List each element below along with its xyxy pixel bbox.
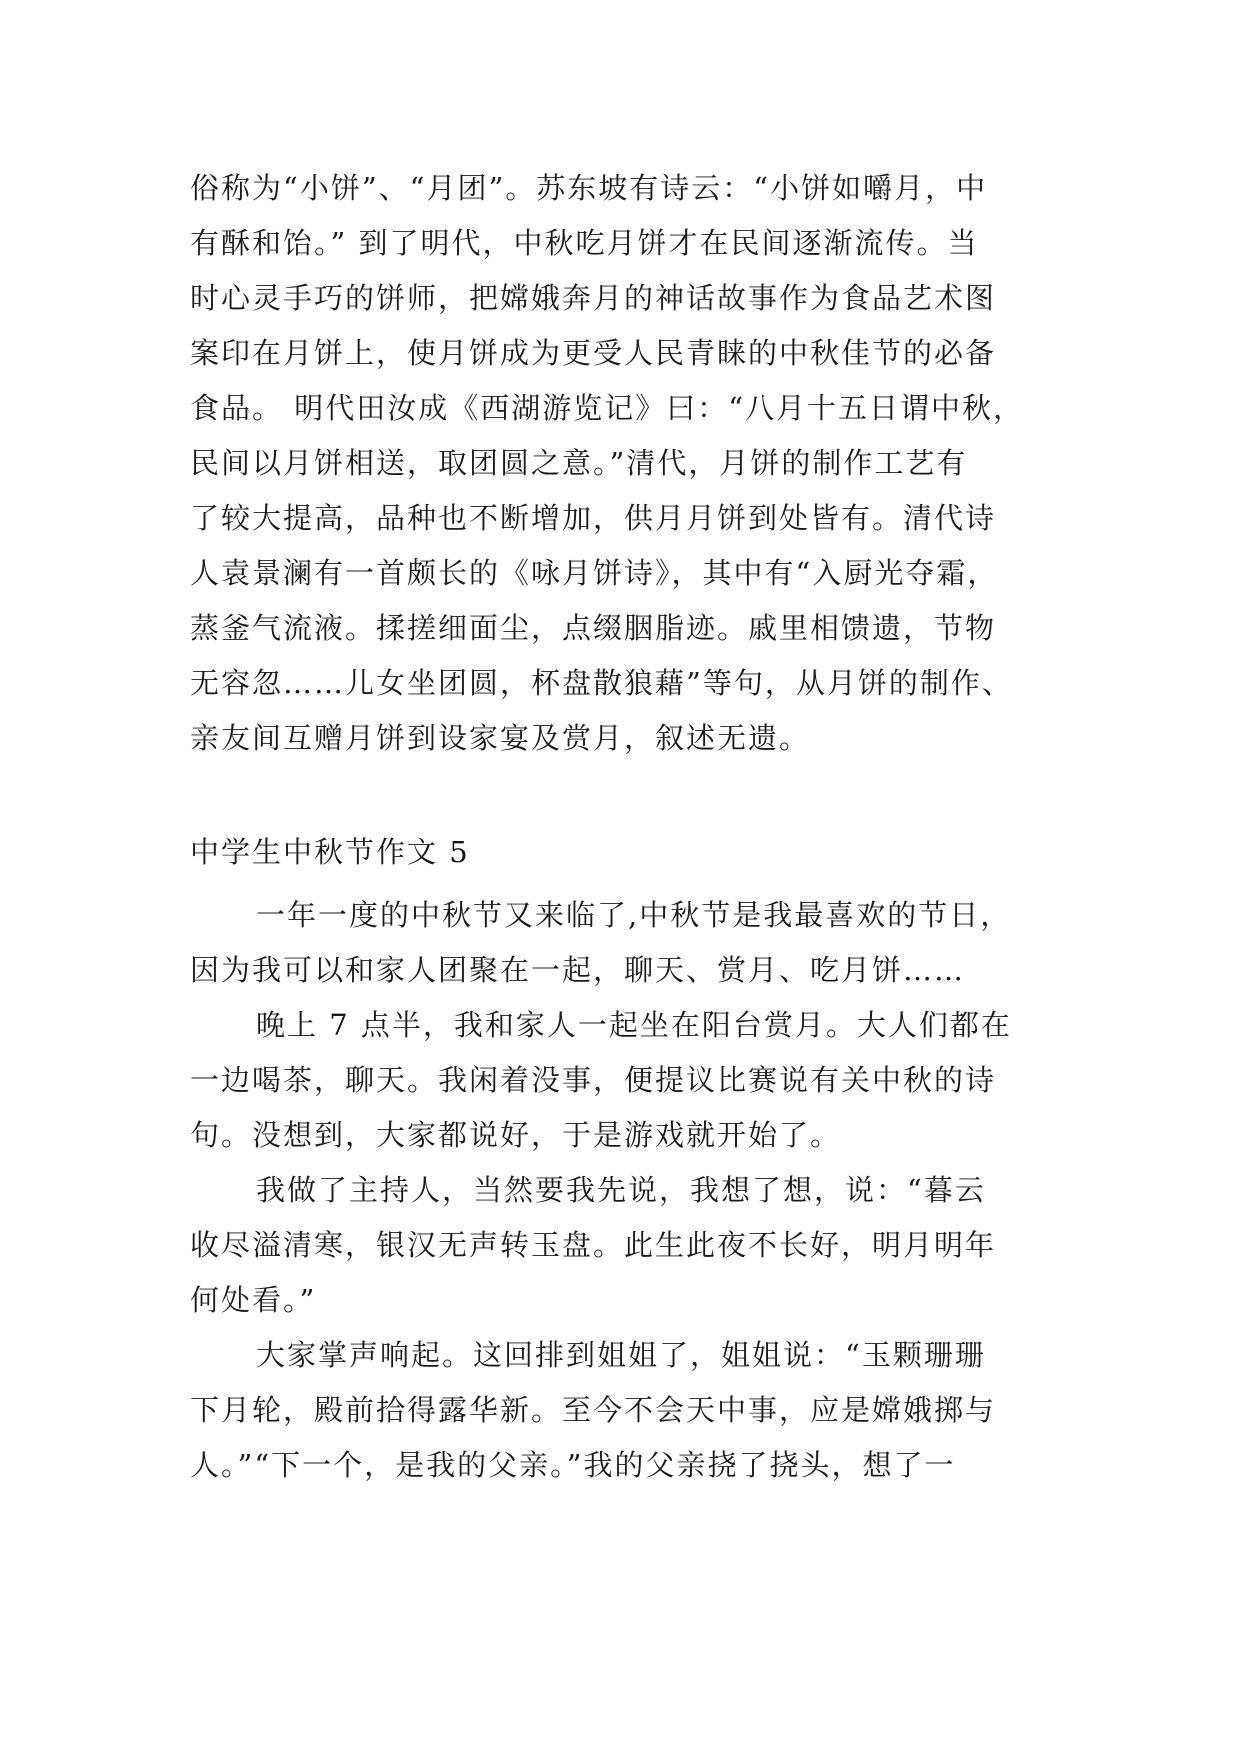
text-line: 时心灵手巧的饼师，把嫦娥奔月的神话故事作为食品艺术图	[190, 281, 997, 315]
text-line: 何处看。”	[190, 1283, 317, 1317]
text-line: 有酥和饴。” 到了明代，中秋吃月饼才在民间逐渐流传。当	[190, 226, 979, 260]
text-line: 民间以月饼相送，取团圆之意。”清代，月饼的制作工艺有	[190, 446, 968, 480]
text-line: 人。”“下一个，是我的父亲。”我的父亲挠了挠头，想了一	[190, 1448, 956, 1482]
text-line: 俗称为“小饼”、“月团”。苏东坡有诗云：“小饼如嚼月，中	[190, 171, 988, 205]
text-line: 下月轮，殿前拾得露华新。至今不会天中事，应是嫦娥掷与	[190, 1393, 997, 1427]
text-line: 人袁景澜有一首颇长的《咏月饼诗》，其中有“入厨光夺霜，	[190, 556, 999, 590]
text-line: 一年一度的中秋节又来临了,中秋节是我最喜欢的节日，	[256, 898, 1012, 932]
text-line: 了较大提高，品种也不断增加，供月月饼到处皆有。清代诗	[190, 501, 997, 535]
text-line: 因为我可以和家人团聚在一起，聊天、赏月、吃月饼……	[190, 953, 966, 987]
text-line: 无容忽……儿女坐团圆，杯盘散狼藉”等句，从月饼的制作、	[190, 666, 1013, 700]
text-line: 案印在月饼上，使月饼成为更受人民青睐的中秋佳节的必备	[190, 336, 997, 370]
text-line: 食品。 明代田汝成《西湖游览记》曰：“八月十五日谓中秋，	[190, 391, 1025, 425]
text-line: 我做了主持人，当然要我先说，我想了想，说：“暮云	[256, 1173, 986, 1207]
text-line: 一边喝茶，聊天。我闲着没事，便提议比赛说有关中秋的诗	[190, 1063, 997, 1097]
text-line: 蒸釜气流液。揉搓细面尘，点缀胭脂迹。戚里相馈遗，节物	[190, 611, 997, 645]
text-line: 大家掌声响起。这回排到姐姐了，姐姐说：“玉颗珊珊	[256, 1338, 986, 1372]
section-title: 中学生中秋节作文 5	[190, 835, 470, 869]
text-line: 晚上 7 点半，我和家人一起坐在阳台赏月。大人们都在	[256, 1008, 1012, 1042]
text-line: 收尽溢清寒，银汉无声转玉盘。此生此夜不长好，明月明年	[190, 1228, 997, 1262]
text-line: 亲友间互赠月饼到设家宴及赏月，叙述无遗。	[190, 721, 811, 755]
text-line: 句。没想到，大家都说好，于是游戏就开始了。	[190, 1118, 842, 1152]
